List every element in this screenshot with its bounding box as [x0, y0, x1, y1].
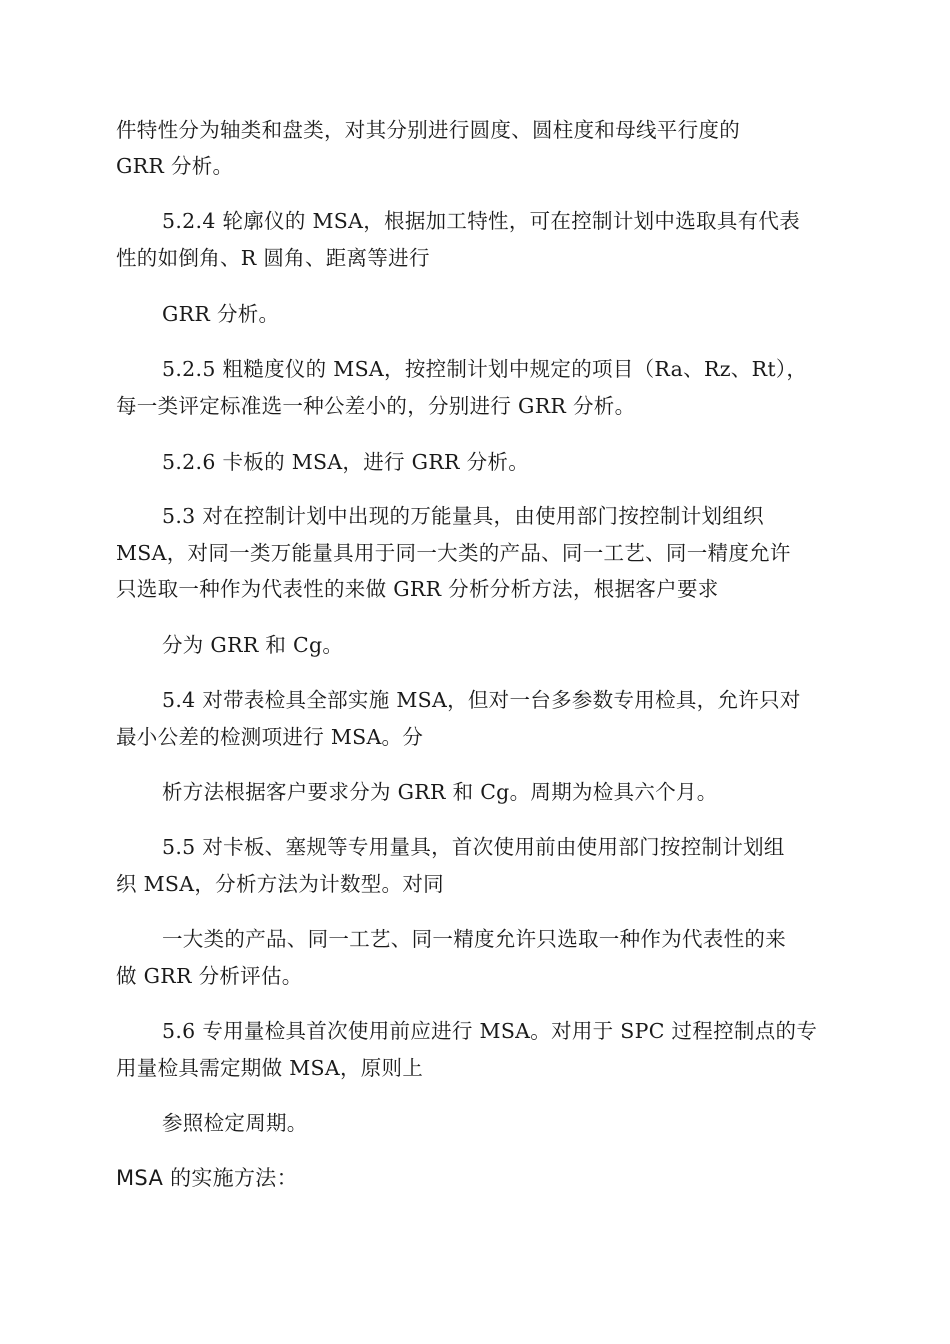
text-line: 每一类评定标准选一种公差小的，分别进行 GRR 分析。: [116, 394, 636, 418]
text-line: 5.2.4 轮廓仪的 MSA，根据加工特性，可在控制计划中选取具有代表: [162, 209, 801, 233]
text-line: 做 GRR 分析评估。: [116, 964, 303, 988]
text-line: 分为 GRR 和 Cg。: [162, 633, 344, 657]
text-line: MSA，对同一类万能量具用于同一大类的产品、同一工艺、同一精度允许: [116, 541, 791, 565]
text-line: 5.4 对带表检具全部实施 MSA，但对一台多参数专用检具，允许只对: [162, 688, 801, 712]
text-line: 5.3 对在控制计划中出现的万能量具，由使用部门按控制计划组织: [162, 504, 764, 528]
text-line: 析方法根据客户要求分为 GRR 和 Cg。周期为检具六个月。: [162, 780, 718, 804]
text-line: 织 MSA，分析方法为计数型。对同: [116, 872, 444, 896]
text-line: 5.5 对卡板、塞规等专用量具，首次使用前由使用部门按控制计划组: [162, 835, 785, 859]
text-line: 5.6 专用量检具首次使用前应进行 MSA。对用于 SPC 过程控制点的专: [162, 1019, 818, 1043]
text-line: 用量检具需定期做 MSA，原则上: [116, 1056, 424, 1080]
section-heading: MSA 的实施方法：: [116, 1166, 298, 1190]
text-line: GRR 分析。: [116, 154, 234, 178]
text-line: 只选取一种作为代表性的来做 GRR 分析分析方法，根据客户要求: [116, 577, 719, 601]
text-line: 5.2.5 粗糙度仪的 MSA，按控制计划中规定的项目（Ra、Rz、Rt），: [162, 357, 808, 381]
text-line: 性的如倒角、R 圆角、距离等进行: [116, 246, 430, 270]
text-line: 一大类的产品、同一工艺、同一精度允许只选取一种作为代表性的来: [162, 927, 786, 951]
text-line: 件特性分为轴类和盘类，对其分别进行圆度、圆柱度和母线平行度的: [116, 118, 740, 142]
text-line: 参照检定周期。: [162, 1111, 308, 1135]
text-line: GRR 分析。: [162, 302, 280, 326]
text-line: 最小公差的检测项进行 MSA。分: [116, 725, 424, 749]
text-line: 5.2.6 卡板的 MSA，进行 GRR 分析。: [162, 450, 530, 474]
